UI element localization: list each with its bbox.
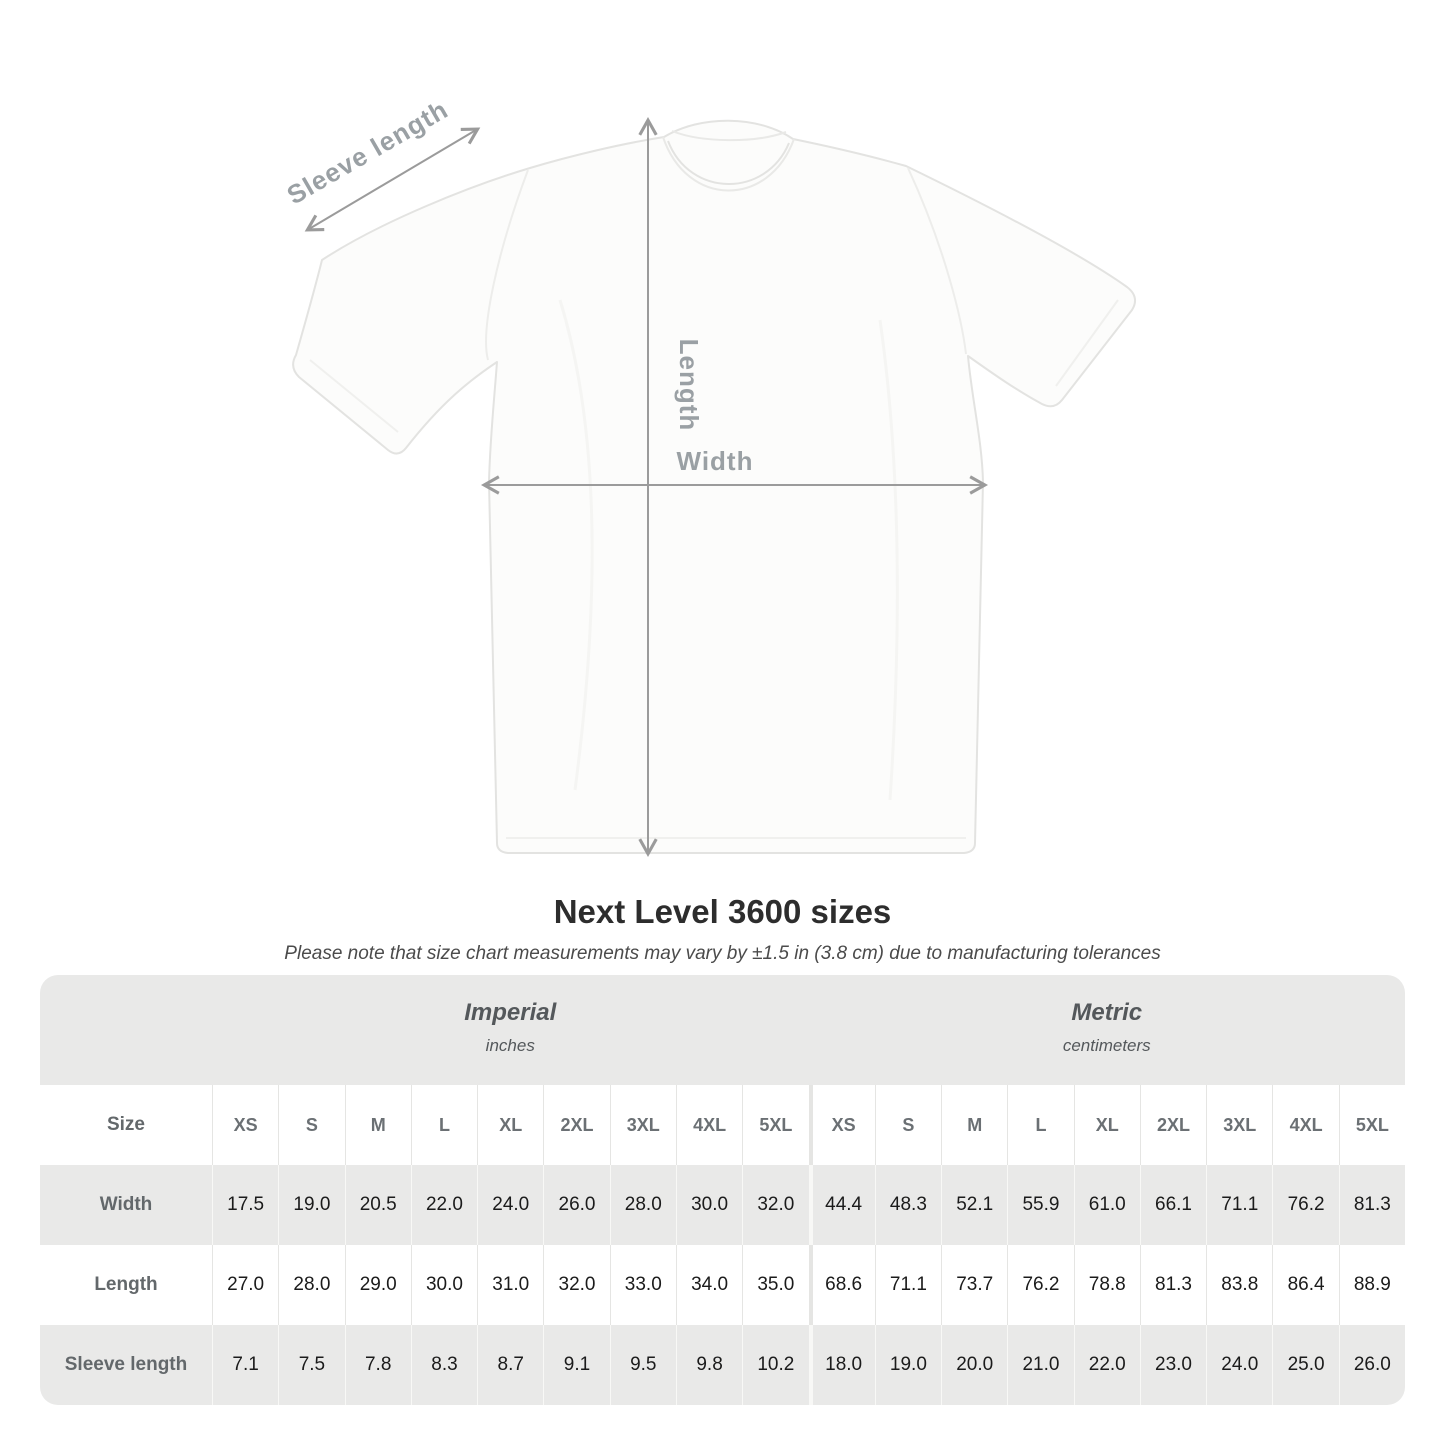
cell-sleeve-length-metric-4xl: 25.0 xyxy=(1272,1325,1338,1405)
size-header-imperial-s: S xyxy=(278,1085,344,1165)
cell-width-metric-xs: 44.4 xyxy=(809,1165,875,1245)
table-row-sleeve-length xyxy=(40,1325,1405,1405)
cell-length-imperial-m: 29.0 xyxy=(345,1245,411,1325)
cell-sleeve-length-metric-s: 19.0 xyxy=(875,1325,941,1405)
cell-length-metric-5xl: 88.9 xyxy=(1339,1245,1405,1325)
cell-length-imperial-2xl: 32.0 xyxy=(543,1245,609,1325)
unit-group-metric xyxy=(809,975,1406,1085)
unit-group-imperial xyxy=(212,975,809,1085)
size-column-header: Size xyxy=(106,1114,146,1135)
cell-width-imperial-3xl: 28.0 xyxy=(610,1165,676,1245)
cell-sleeve-length-metric-xs: 18.0 xyxy=(809,1325,875,1405)
length-label: Length xyxy=(674,338,704,432)
size-header-imperial-5xl: 5XL xyxy=(742,1085,808,1165)
cell-width-imperial-xl: 24.0 xyxy=(477,1165,543,1245)
imperial-label: Imperial xyxy=(464,999,557,1026)
cell-length-metric-s: 71.1 xyxy=(875,1245,941,1325)
cell-width-metric-s: 48.3 xyxy=(875,1165,941,1245)
cell-sleeve-length-metric-l: 21.0 xyxy=(1007,1325,1073,1405)
cell-length-imperial-xs: 27.0 xyxy=(212,1245,278,1325)
cell-width-metric-2xl: 66.1 xyxy=(1140,1165,1206,1245)
cell-sleeve-length-imperial-3xl: 9.5 xyxy=(610,1325,676,1405)
cell-sleeve-length-metric-5xl: 26.0 xyxy=(1339,1325,1405,1405)
cell-length-imperial-s: 28.0 xyxy=(278,1245,344,1325)
cell-width-metric-xl: 61.0 xyxy=(1074,1165,1140,1245)
size-header-imperial-m: M xyxy=(345,1085,411,1165)
size-header-metric-4xl: 4XL xyxy=(1272,1085,1338,1165)
cell-sleeve-length-imperial-s: 7.5 xyxy=(278,1325,344,1405)
cell-sleeve-length-imperial-l: 8.3 xyxy=(411,1325,477,1405)
size-header-imperial-2xl: 2XL xyxy=(543,1085,609,1165)
cell-width-metric-m: 52.1 xyxy=(941,1165,1007,1245)
cell-width-metric-4xl: 76.2 xyxy=(1272,1165,1338,1245)
tolerance-note: Please note that size chart measurements may vary by ±1.5 in (3.8 cm) due to manufacturing tolerances xyxy=(284,943,1161,964)
size-header-row xyxy=(40,1085,1405,1165)
size-header-metric-xl: XL xyxy=(1074,1085,1140,1165)
cell-sleeve-length-metric-xl: 22.0 xyxy=(1074,1325,1140,1405)
table-row-width xyxy=(40,1165,1405,1245)
cell-sleeve-length-imperial-xl: 8.7 xyxy=(477,1325,543,1405)
cell-width-metric-5xl: 81.3 xyxy=(1339,1165,1405,1245)
size-header-metric-s: S xyxy=(875,1085,941,1165)
cell-sleeve-length-metric-m: 20.0 xyxy=(941,1325,1007,1405)
imperial-sublabel: inches xyxy=(485,1036,535,1055)
cell-width-imperial-m: 20.5 xyxy=(345,1165,411,1245)
cell-length-imperial-l: 30.0 xyxy=(411,1245,477,1325)
row-label-width: Width xyxy=(99,1194,153,1215)
cell-sleeve-length-imperial-5xl: 10.2 xyxy=(742,1325,808,1405)
metric-label: Metric xyxy=(1071,999,1143,1026)
size-header-metric-3xl: 3XL xyxy=(1206,1085,1272,1165)
size-header-metric-2xl: 2XL xyxy=(1140,1085,1206,1165)
cell-length-imperial-5xl: 35.0 xyxy=(742,1245,808,1325)
cell-sleeve-length-metric-3xl: 24.0 xyxy=(1206,1325,1272,1405)
cell-width-imperial-5xl: 32.0 xyxy=(742,1165,808,1245)
cell-length-metric-l: 76.2 xyxy=(1007,1245,1073,1325)
cell-width-metric-3xl: 71.1 xyxy=(1206,1165,1272,1245)
size-header-metric-5xl: 5XL xyxy=(1339,1085,1405,1165)
cell-length-metric-xs: 68.6 xyxy=(809,1245,875,1325)
cell-width-imperial-4xl: 30.0 xyxy=(676,1165,742,1245)
cell-length-metric-3xl: 83.8 xyxy=(1206,1245,1272,1325)
size-header-imperial-l: L xyxy=(411,1085,477,1165)
size-table xyxy=(40,975,1405,1405)
cell-length-metric-2xl: 81.3 xyxy=(1140,1245,1206,1325)
size-header-metric-m: M xyxy=(941,1085,1007,1165)
cell-length-imperial-3xl: 33.0 xyxy=(610,1245,676,1325)
cell-width-imperial-l: 22.0 xyxy=(411,1165,477,1245)
cell-sleeve-length-metric-2xl: 23.0 xyxy=(1140,1325,1206,1405)
cell-length-imperial-xl: 31.0 xyxy=(477,1245,543,1325)
row-label-length: Length xyxy=(94,1274,158,1295)
table-row-length xyxy=(40,1245,1405,1325)
cell-sleeve-length-imperial-xs: 7.1 xyxy=(212,1325,278,1405)
size-header-metric-l: L xyxy=(1007,1085,1073,1165)
metric-sublabel: centimeters xyxy=(1062,1036,1151,1055)
cell-sleeve-length-imperial-4xl: 9.8 xyxy=(676,1325,742,1405)
cell-sleeve-length-imperial-2xl: 9.1 xyxy=(543,1325,609,1405)
size-header-imperial-xl: XL xyxy=(477,1085,543,1165)
size-header-imperial-xs: XS xyxy=(212,1085,278,1165)
tshirt-illustration xyxy=(293,121,1135,853)
width-label: Width xyxy=(676,446,754,476)
cell-length-imperial-4xl: 34.0 xyxy=(676,1245,742,1325)
unit-header-row xyxy=(40,975,1405,1085)
size-header-metric-xs: XS xyxy=(809,1085,875,1165)
cell-width-imperial-2xl: 26.0 xyxy=(543,1165,609,1245)
cell-length-metric-xl: 78.8 xyxy=(1074,1245,1140,1325)
cell-sleeve-length-imperial-m: 7.8 xyxy=(345,1325,411,1405)
size-header-imperial-4xl: 4XL xyxy=(676,1085,742,1165)
cell-width-imperial-xs: 17.5 xyxy=(212,1165,278,1245)
sleeve-length-label: Sleeve length xyxy=(281,94,454,211)
cell-width-metric-l: 55.9 xyxy=(1007,1165,1073,1245)
size-header-imperial-3xl: 3XL xyxy=(610,1085,676,1165)
cell-width-imperial-s: 19.0 xyxy=(278,1165,344,1245)
unit-header-spacer xyxy=(40,975,212,1085)
row-label-sleeve-length: Sleeve length xyxy=(64,1354,188,1375)
page-title: Next Level 3600 sizes xyxy=(553,893,892,930)
cell-length-metric-m: 73.7 xyxy=(941,1245,1007,1325)
cell-length-metric-4xl: 86.4 xyxy=(1272,1245,1338,1325)
